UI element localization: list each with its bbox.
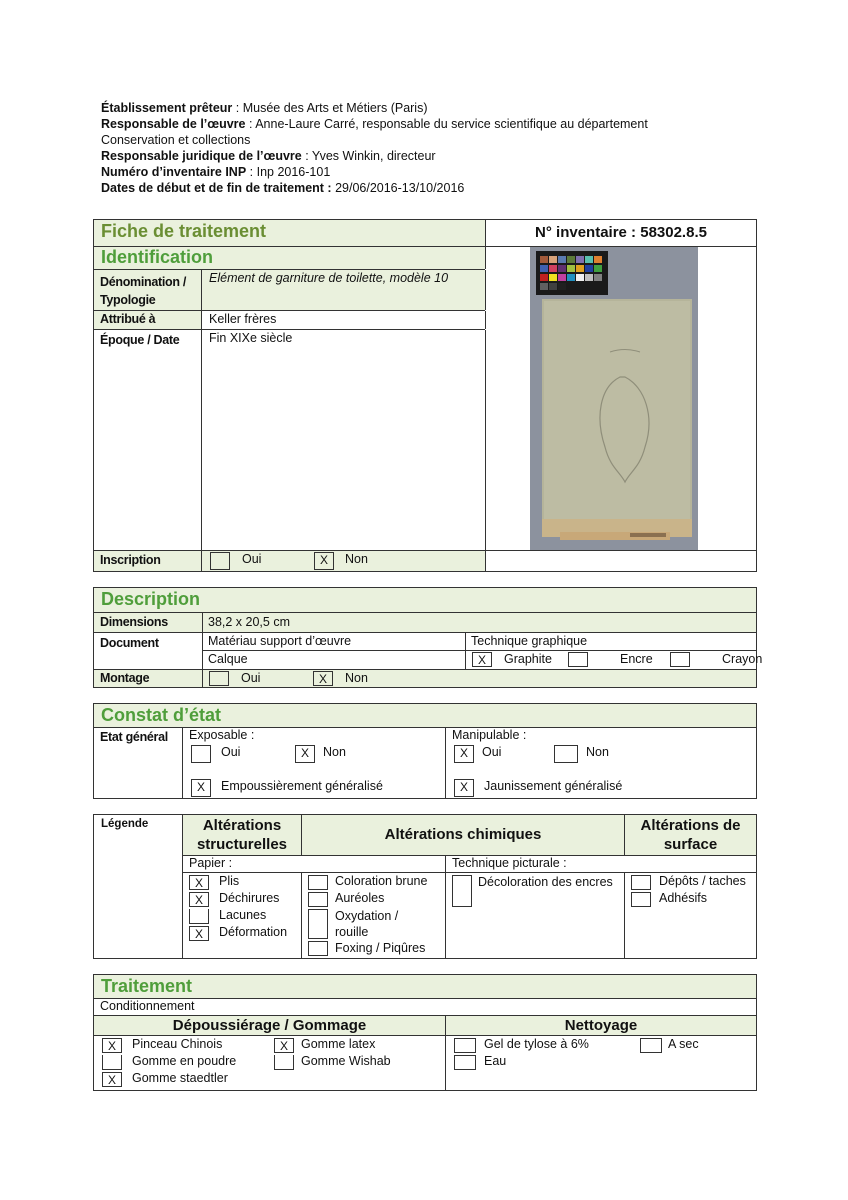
description-title-cell	[94, 588, 756, 613]
technique-picturale-header	[446, 856, 756, 873]
identification-title-cell	[94, 247, 486, 269]
montage-non-checkbox[interactable]: X	[313, 671, 333, 686]
document-label-cell	[94, 633, 203, 670]
inscription-non-label: Non	[345, 552, 368, 566]
fiche-title: Fiche de traitement	[101, 221, 267, 241]
epoque-label-cell	[94, 330, 202, 550]
denomination-value: Elément de garniture de toilette, modèle 10	[209, 271, 449, 285]
papier-label: Papier :	[189, 856, 233, 870]
attribue-label: Attribué à	[100, 312, 156, 326]
foxing-checkbox[interactable]	[308, 941, 328, 956]
a-sec-checkbox[interactable]	[640, 1038, 662, 1053]
exposable-oui-label: Oui	[221, 745, 241, 759]
inventory-number: N° inventaire : 58302.8.5	[535, 224, 707, 241]
structurelles-header	[183, 815, 302, 856]
chimiques-header	[302, 815, 625, 856]
gomme-poudre-label: Gomme en poudre	[132, 1054, 237, 1068]
jaunissement-checkbox[interactable]: X	[454, 779, 474, 797]
deformation-label: Déformation	[219, 925, 288, 939]
surface-items	[625, 873, 756, 958]
montage-label-cell	[94, 670, 203, 687]
montage-oui-checkbox[interactable]	[209, 671, 229, 686]
nettoyage-items	[446, 1036, 756, 1090]
traitement-title: Traitement	[101, 976, 193, 996]
manipulable-oui-checkbox[interactable]: X	[454, 745, 474, 763]
header-line-inventaire: Numéro d’inventaire INP : Inp 2016-101	[101, 165, 331, 179]
coloration-brune-checkbox[interactable]	[308, 875, 328, 890]
technique-label-cell	[466, 633, 756, 651]
inscription-options	[202, 551, 486, 571]
photo-cell	[486, 247, 756, 550]
nettoyage-title: Nettoyage	[564, 1017, 638, 1034]
dechirures-label: Déchirures	[219, 891, 280, 905]
surface-title: Altérations de surface	[640, 817, 741, 853]
aureoles-label: Auréoles	[335, 891, 385, 905]
dimensions-value-cell	[203, 613, 756, 633]
technique-graphite-checkbox[interactable]: X	[472, 652, 492, 667]
adhesifs-label: Adhésifs	[659, 891, 707, 905]
traitement-title-cell	[94, 975, 756, 999]
montage-oui-label: Oui	[241, 671, 261, 685]
montage-non-label: Non	[345, 671, 368, 685]
depots-checkbox[interactable]	[631, 875, 651, 890]
technique-options	[466, 651, 763, 670]
jaunissement-label: Jaunissement généralisé	[484, 779, 623, 793]
constat-title: Constat d’état	[101, 705, 222, 725]
identification-title: Identification	[101, 247, 213, 267]
conditionnement-label: Conditionnement	[100, 999, 195, 1013]
manipulable-oui-label: Oui	[482, 745, 502, 759]
depoussierage-title: Dépoussiérage / Gommage	[172, 1017, 367, 1034]
inscription-non-checkbox[interactable]: X	[314, 552, 334, 570]
artwork-image-icon	[530, 247, 698, 550]
struct-items	[183, 873, 302, 958]
oxydation-label: Oxydation / rouille	[335, 909, 399, 939]
surface-header	[625, 815, 756, 856]
denomination-label: Dénomination / Typologie	[100, 275, 187, 307]
materiau-value: Calque	[208, 652, 248, 666]
depoussierage-header	[94, 1016, 446, 1036]
coloration-brune-label: Coloration brune	[335, 874, 428, 888]
header-line-juridique: Responsable juridique de l’œuvre : Yves Winkin, directeur	[101, 149, 436, 163]
constat-block	[93, 703, 757, 799]
montage-label: Montage	[100, 671, 150, 685]
header-info	[101, 100, 781, 196]
artwork-photo	[530, 247, 698, 550]
papier-header	[183, 856, 446, 873]
attribue-label-cell	[94, 311, 202, 329]
gomme-latex-checkbox[interactable]: X	[274, 1038, 294, 1053]
description-block	[93, 587, 763, 688]
foxing-label: Foxing / Piqûres	[335, 941, 426, 955]
gomme-staedtler-checkbox[interactable]: X	[102, 1072, 122, 1087]
gomme-latex-label: Gomme latex	[301, 1037, 376, 1051]
header-line-dates: Dates de début et de fin de traitement : 29/06/2016-13/10/2016	[101, 181, 465, 195]
attribue-value: Keller frères	[209, 312, 277, 326]
gel-tylose-checkbox[interactable]	[454, 1038, 476, 1053]
epoque-value-cell	[202, 330, 486, 550]
structurelles-title: Altérations structurelles	[196, 817, 288, 853]
dimensions-value: 38,2 x 20,5 cm	[208, 615, 290, 629]
attribue-value-cell	[202, 311, 486, 329]
technique-crayon-label: Crayon	[722, 652, 763, 666]
exposable-oui-checkbox[interactable]	[191, 745, 211, 763]
chimiques-title: Altérations chimiques	[384, 826, 542, 843]
exposable-label: Exposable :	[189, 728, 255, 742]
inscription-oui-checkbox[interactable]	[210, 552, 230, 570]
inscription-label-cell	[94, 551, 202, 571]
technique-encre-label: Encre	[620, 652, 653, 666]
lacunes-label: Lacunes	[219, 908, 267, 922]
plis-label: Plis	[219, 874, 240, 888]
exposable-non-label: Non	[323, 745, 346, 759]
deformation-checkbox[interactable]: X	[189, 926, 209, 941]
empoussierement-label: Empoussièrement généralisé	[221, 779, 383, 793]
depoussierage-items	[94, 1036, 446, 1090]
gomme-wishab-label: Gomme Wishab	[301, 1054, 391, 1068]
gomme-staedtler-label: Gomme staedtler	[132, 1071, 228, 1085]
fiche-title-cell	[94, 220, 486, 247]
exposable-cell	[183, 728, 446, 798]
inventory-cell	[486, 220, 756, 247]
conditionnement-cell	[94, 999, 756, 1016]
dechirures-checkbox[interactable]: X	[189, 892, 209, 907]
pinceau-label: Pinceau Chinois	[132, 1037, 223, 1051]
inscription-label: Inscription	[100, 553, 161, 567]
nettoyage-header	[446, 1016, 756, 1036]
denomination-label-cell	[94, 270, 202, 310]
description-title: Description	[101, 589, 201, 609]
epoque-value: Fin XIXe siècle	[209, 331, 293, 345]
empoussierement-checkbox[interactable]: X	[191, 779, 211, 797]
materiau-label-cell	[203, 633, 466, 651]
epoque-label: Époque / Date	[100, 333, 180, 347]
traitement-block	[93, 974, 757, 1091]
aureoles-checkbox[interactable]	[308, 892, 328, 907]
pinceau-checkbox[interactable]: X	[102, 1038, 122, 1053]
dimensions-label-cell	[94, 613, 203, 633]
decoloration-cell	[446, 873, 625, 958]
plis-checkbox[interactable]: X	[189, 875, 209, 890]
header-line-etablissement: Établissement prêteur : Musée des Arts et Métiers (Paris)	[101, 101, 428, 115]
gomme-wishab-checkbox[interactable]	[274, 1055, 294, 1070]
technique-crayon-checkbox[interactable]	[670, 652, 690, 667]
materiau-label: Matériau support d’œuvre	[208, 634, 352, 648]
technique-encre-checkbox[interactable]	[568, 652, 588, 667]
alterations-block	[93, 814, 757, 959]
dimensions-label: Dimensions	[100, 615, 168, 629]
fiche-block	[93, 219, 757, 572]
montage-options	[203, 670, 756, 687]
legende-cell	[94, 815, 183, 958]
decoloration-checkbox[interactable]	[452, 875, 472, 907]
legende-label: Légende	[101, 818, 149, 830]
lacunes-checkbox[interactable]	[189, 909, 209, 924]
materiau-value-cell	[203, 651, 466, 670]
technique-picturale-label: Technique picturale :	[452, 856, 567, 870]
manipulable-non-label: Non	[586, 745, 609, 759]
eau-checkbox[interactable]	[454, 1055, 476, 1070]
etat-label-cell	[94, 728, 183, 798]
header-line-responsable: Responsable de l’œuvre : Anne-Laure Carré, responsable du service scientifique au département Conservation et collections	[101, 117, 648, 147]
technique-label: Technique graphique	[471, 634, 588, 648]
chem-items	[302, 873, 446, 958]
oxydation-checkbox[interactable]	[308, 909, 328, 939]
gel-tylose-label: Gel de tylose à 6%	[484, 1037, 589, 1051]
document-label: Document	[100, 636, 159, 650]
eau-label: Eau	[484, 1054, 507, 1068]
etat-label: Etat général	[100, 730, 168, 744]
denomination-value-cell	[202, 270, 486, 310]
depots-label: Dépôts / taches	[659, 874, 746, 888]
adhesifs-checkbox[interactable]	[631, 892, 651, 907]
decoloration-label: Décoloration des encres	[478, 875, 613, 889]
exposable-non-checkbox[interactable]: X	[295, 745, 315, 763]
constat-title-cell	[94, 704, 756, 728]
a-sec-label: A sec	[668, 1037, 699, 1051]
gomme-poudre-checkbox[interactable]	[102, 1055, 122, 1070]
manipulable-label: Manipulable :	[452, 728, 527, 742]
manipulable-cell	[446, 728, 756, 798]
inscription-oui-label: Oui	[242, 552, 262, 566]
manipulable-non-checkbox[interactable]	[554, 745, 578, 763]
technique-graphite-label: Graphite	[504, 652, 552, 666]
